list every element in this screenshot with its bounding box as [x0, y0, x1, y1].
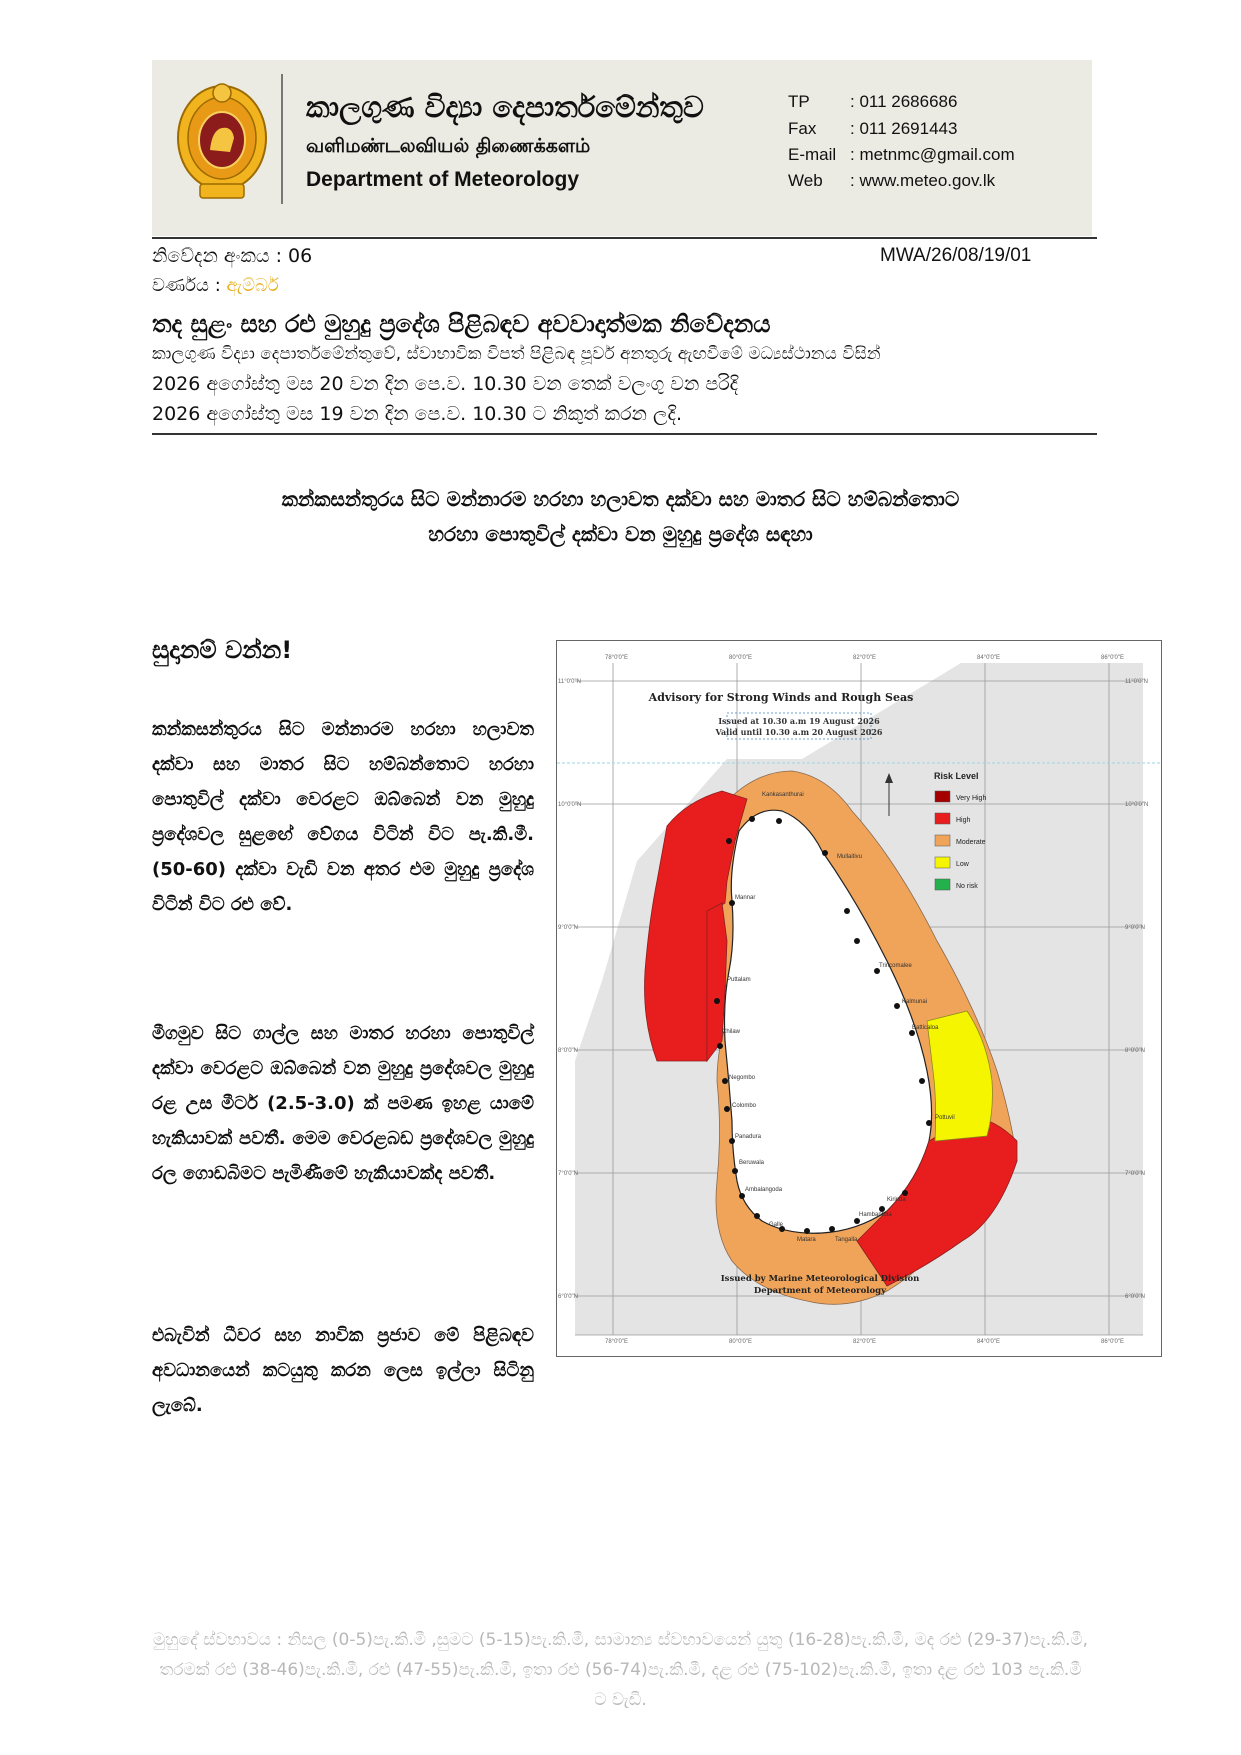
- map-title: Advisory for Strong Winds and Rough Seas: [648, 691, 914, 704]
- lat-label: 11°0'0"N: [1125, 679, 1148, 685]
- contact-web: [788, 171, 995, 191]
- notice-subtitle-line: 2026 අගෝස්තු මස 19 වන දින පෙ.ව. 10.30 ට නිකුත් කරන ලදි.: [152, 403, 682, 425]
- place-label: Kankasanthurai: [762, 792, 804, 798]
- place-label: Mullaitivu: [837, 854, 863, 860]
- map-issued: Issued at 10.30 a.m 19 August 2026: [718, 716, 880, 726]
- legend-swatch: [935, 857, 950, 868]
- legend-label: No risk: [956, 883, 978, 890]
- map-valid: Valid until 10.30 a.m 20 August 2026: [715, 727, 883, 737]
- lat-label: 9°0'0"N: [1125, 925, 1146, 931]
- place-label: Kalmunai: [902, 999, 928, 1005]
- alert-color: [152, 275, 279, 296]
- notice-title: තද සුළං සහ රළු මුහුදු ප්‍රදේශ පිළිබඳව අවවාදාත්මක නිවේදනය: [152, 310, 771, 338]
- place-label: Chilaw: [722, 1029, 741, 1035]
- contact-fax: [788, 119, 957, 139]
- lon-label: 82°0'0"E: [853, 1339, 877, 1345]
- contact-email: [788, 145, 1015, 165]
- place-label: Negombo: [729, 1075, 756, 1081]
- contact-value[interactable]: : metnmc@gmail.com: [850, 145, 1015, 164]
- lat-label: 10°0'0"N: [558, 802, 582, 808]
- wave-paragraph: මීගමුව සිට ගාල්ල සහ මාතර හරහා පොතුවිල් දක්වා වෙරළට ඔබ්බෙන් වන මුහුදු ප්‍රදේශවල මුහුදු රළ උස මීටර් (2.5-3.0) ක් පමණ ඉහළ යාමේ හැකියාවක් පවතී. මෙම වෙරළබඩ ප්‍රදේශවල මුහුදු රල ගොඩබිමට පැමිණීමේ හැකියාවක්ද පවතී.: [152, 1023, 534, 1184]
- place-label: Matara: [797, 1237, 816, 1243]
- lon-label: 84°0'0"E: [977, 655, 1001, 661]
- warning-title: සුදානම් වන්න!: [152, 636, 293, 664]
- alert-color-label: වර්ණය :: [152, 275, 227, 296]
- legend-label: Very High: [956, 795, 987, 802]
- lon-label: 80°0'0"E: [729, 1339, 753, 1345]
- lat-label: 9°0'0"N: [558, 925, 579, 931]
- advice-paragraph: එබැවින් ධීවර සහ නාවික ප්‍රජාව මේ පිළිබඳව අවධානයෙන් කටයුතු කරන ලෙස ඉල්ලා සිටිනු ලැබේ.: [152, 1325, 534, 1416]
- wind-paragraph: කන්කසන්තුරය සිට මන්නාරම හරහා හලාවත දක්වා සහ මාතර සිට හම්බන්තොට හරහා පොතුවිල් දක්වා වෙරළට ඔබ්බෙන් වන මුහුදු ප්‍රදේශවල සුළඟේ වේගය විටින් විට පැ.කි.මී. (50-60) දක්වා වැඩි වන අතර එම මුහුදු ප්‍රදේශ විටින් විට රළු වේ.: [152, 719, 534, 915]
- place-label: Panadura: [735, 1134, 762, 1140]
- lon-label: 84°0'0"E: [977, 1339, 1001, 1345]
- notice-number: නිවේදන අංකය : 06: [152, 245, 313, 267]
- place-label: Ambalangoda: [745, 1187, 783, 1193]
- place-label: Tangalla: [835, 1237, 858, 1243]
- contact-value[interactable]: : www.meteo.gov.lk: [850, 171, 996, 190]
- department-name-english: Department of Meteorology: [306, 168, 580, 191]
- map-issuer-line: Department of Meteorology: [753, 1286, 887, 1296]
- legend-swatch: [935, 791, 950, 802]
- department-name-sinhala: කාලගුණ විද්‍යා දෙපාර්තමේන්තුව: [306, 90, 704, 124]
- lon-label: 86°0'0"E: [1101, 1339, 1125, 1345]
- notice-subtitle-line: 2026 අගෝස්තු මස 20 වන දින පෙ.ව. 10.30 වන තෙක් වලංගු වන පරිදි: [152, 373, 739, 395]
- place-label: Hambantota: [859, 1212, 892, 1218]
- region-heading-line: කන්කසන්තුරය සිට මන්නාරම හරහා හලාවත දක්වා සහ මාතර සිට හම්බන්තොට: [281, 487, 960, 511]
- lat-label: 8°0'0"N: [558, 1048, 579, 1054]
- contact-label: TP: [788, 92, 810, 111]
- lat-label: 11°0'0"N: [558, 679, 581, 685]
- legend-swatch: [935, 835, 950, 846]
- advisory-map-svg: [557, 641, 1161, 1356]
- advisory-map: [556, 640, 1162, 1357]
- sea-state-footer: මුහුදේ ස්වභාවය : නිසල (0-5)පැ.කි.මී ,සුමට (5-15)පැ.කි.මී, සාමාන්‍ය ස්වභාවයෙන් යුතු (16-28)පැ.කි.මී, මද රළු (29-37)පැ.කි.මී, තරමක් රළු (38-46)පැ.කි.මී, රළු (47-55)පැ.කි.මී, ඉතා රළු (56-74)පැ.කි.මී, දළ රළු (75-102)පැ.කි.මී, ඉතා දළ රළු 103 පැ.කි.මී ට වැඩි.: [152, 1630, 1089, 1710]
- region-heading-line: හරහා පොතුවිල් දක්වා වන මුහුදු ප්‍රදේශ සඳහා: [428, 522, 813, 546]
- place-label: Trincomalee: [879, 963, 912, 969]
- lon-label: 86°0'0"E: [1101, 655, 1125, 661]
- place-label: Pottuvil: [935, 1115, 955, 1121]
- reference-number: MWA/26/08/19/01: [880, 245, 1032, 266]
- national-emblem-icon: [172, 80, 272, 204]
- legend-label: Low: [956, 861, 969, 868]
- lat-label: 7°0'0"N: [1125, 1171, 1146, 1177]
- notice-subtitle-line: කාලගුණ විද්‍යා දෙපාර්තමේන්තුවේ, ස්වාභාවික විපත් පිළිබඳ පූර්ව අනතුරු ඇඟවීමේ මධ්‍යස්ථානය විසින්: [152, 344, 881, 364]
- legend-title: Risk Level: [934, 771, 979, 781]
- contact-value: : 011 2691443: [850, 119, 958, 138]
- lon-label: 78°0'0"E: [605, 655, 629, 661]
- lon-label: 78°0'0"E: [605, 1339, 629, 1345]
- lat-label: 7°0'0"N: [558, 1171, 579, 1177]
- map-issuer-line: Issued by Marine Meteorological Division: [720, 1274, 920, 1284]
- lat-label: 8°0'0"N: [1125, 1048, 1146, 1054]
- place-label: Beruwala: [739, 1160, 765, 1166]
- alert-color-value: ඇම්බර්: [226, 275, 279, 296]
- lat-label: 10°0'0"N: [1125, 802, 1149, 808]
- contact-label: E-mail: [788, 145, 837, 164]
- department-name-tamil: வளிமண்டலவியல் திணைக்களம்: [306, 135, 591, 157]
- place-label: Puttalam: [727, 977, 751, 983]
- place-label: Mannar: [735, 895, 756, 901]
- legend-label: Moderate: [956, 839, 986, 846]
- lat-label: 6°0'0"N: [1125, 1294, 1146, 1300]
- header-rule: [152, 237, 1097, 239]
- place-label: Batticaloa: [912, 1025, 939, 1031]
- contact-label: Fax: [788, 119, 817, 138]
- lat-label: 6°0'0"N: [558, 1294, 579, 1300]
- contact-label: Web: [788, 171, 823, 190]
- place-label: Kirinda: [887, 1197, 906, 1203]
- contact-phone: [788, 92, 957, 112]
- title-rule: [152, 433, 1097, 435]
- legend-label: High: [956, 817, 971, 824]
- lon-label: 82°0'0"E: [853, 655, 877, 661]
- contact-value: : 011 2686686: [850, 92, 958, 111]
- place-label: Colombo: [732, 1103, 757, 1109]
- legend-swatch: [935, 879, 950, 890]
- lon-label: 80°0'0"E: [729, 655, 753, 661]
- header-divider: [281, 74, 283, 204]
- legend-swatch: [935, 813, 950, 824]
- place-label: Galle: [769, 1222, 784, 1228]
